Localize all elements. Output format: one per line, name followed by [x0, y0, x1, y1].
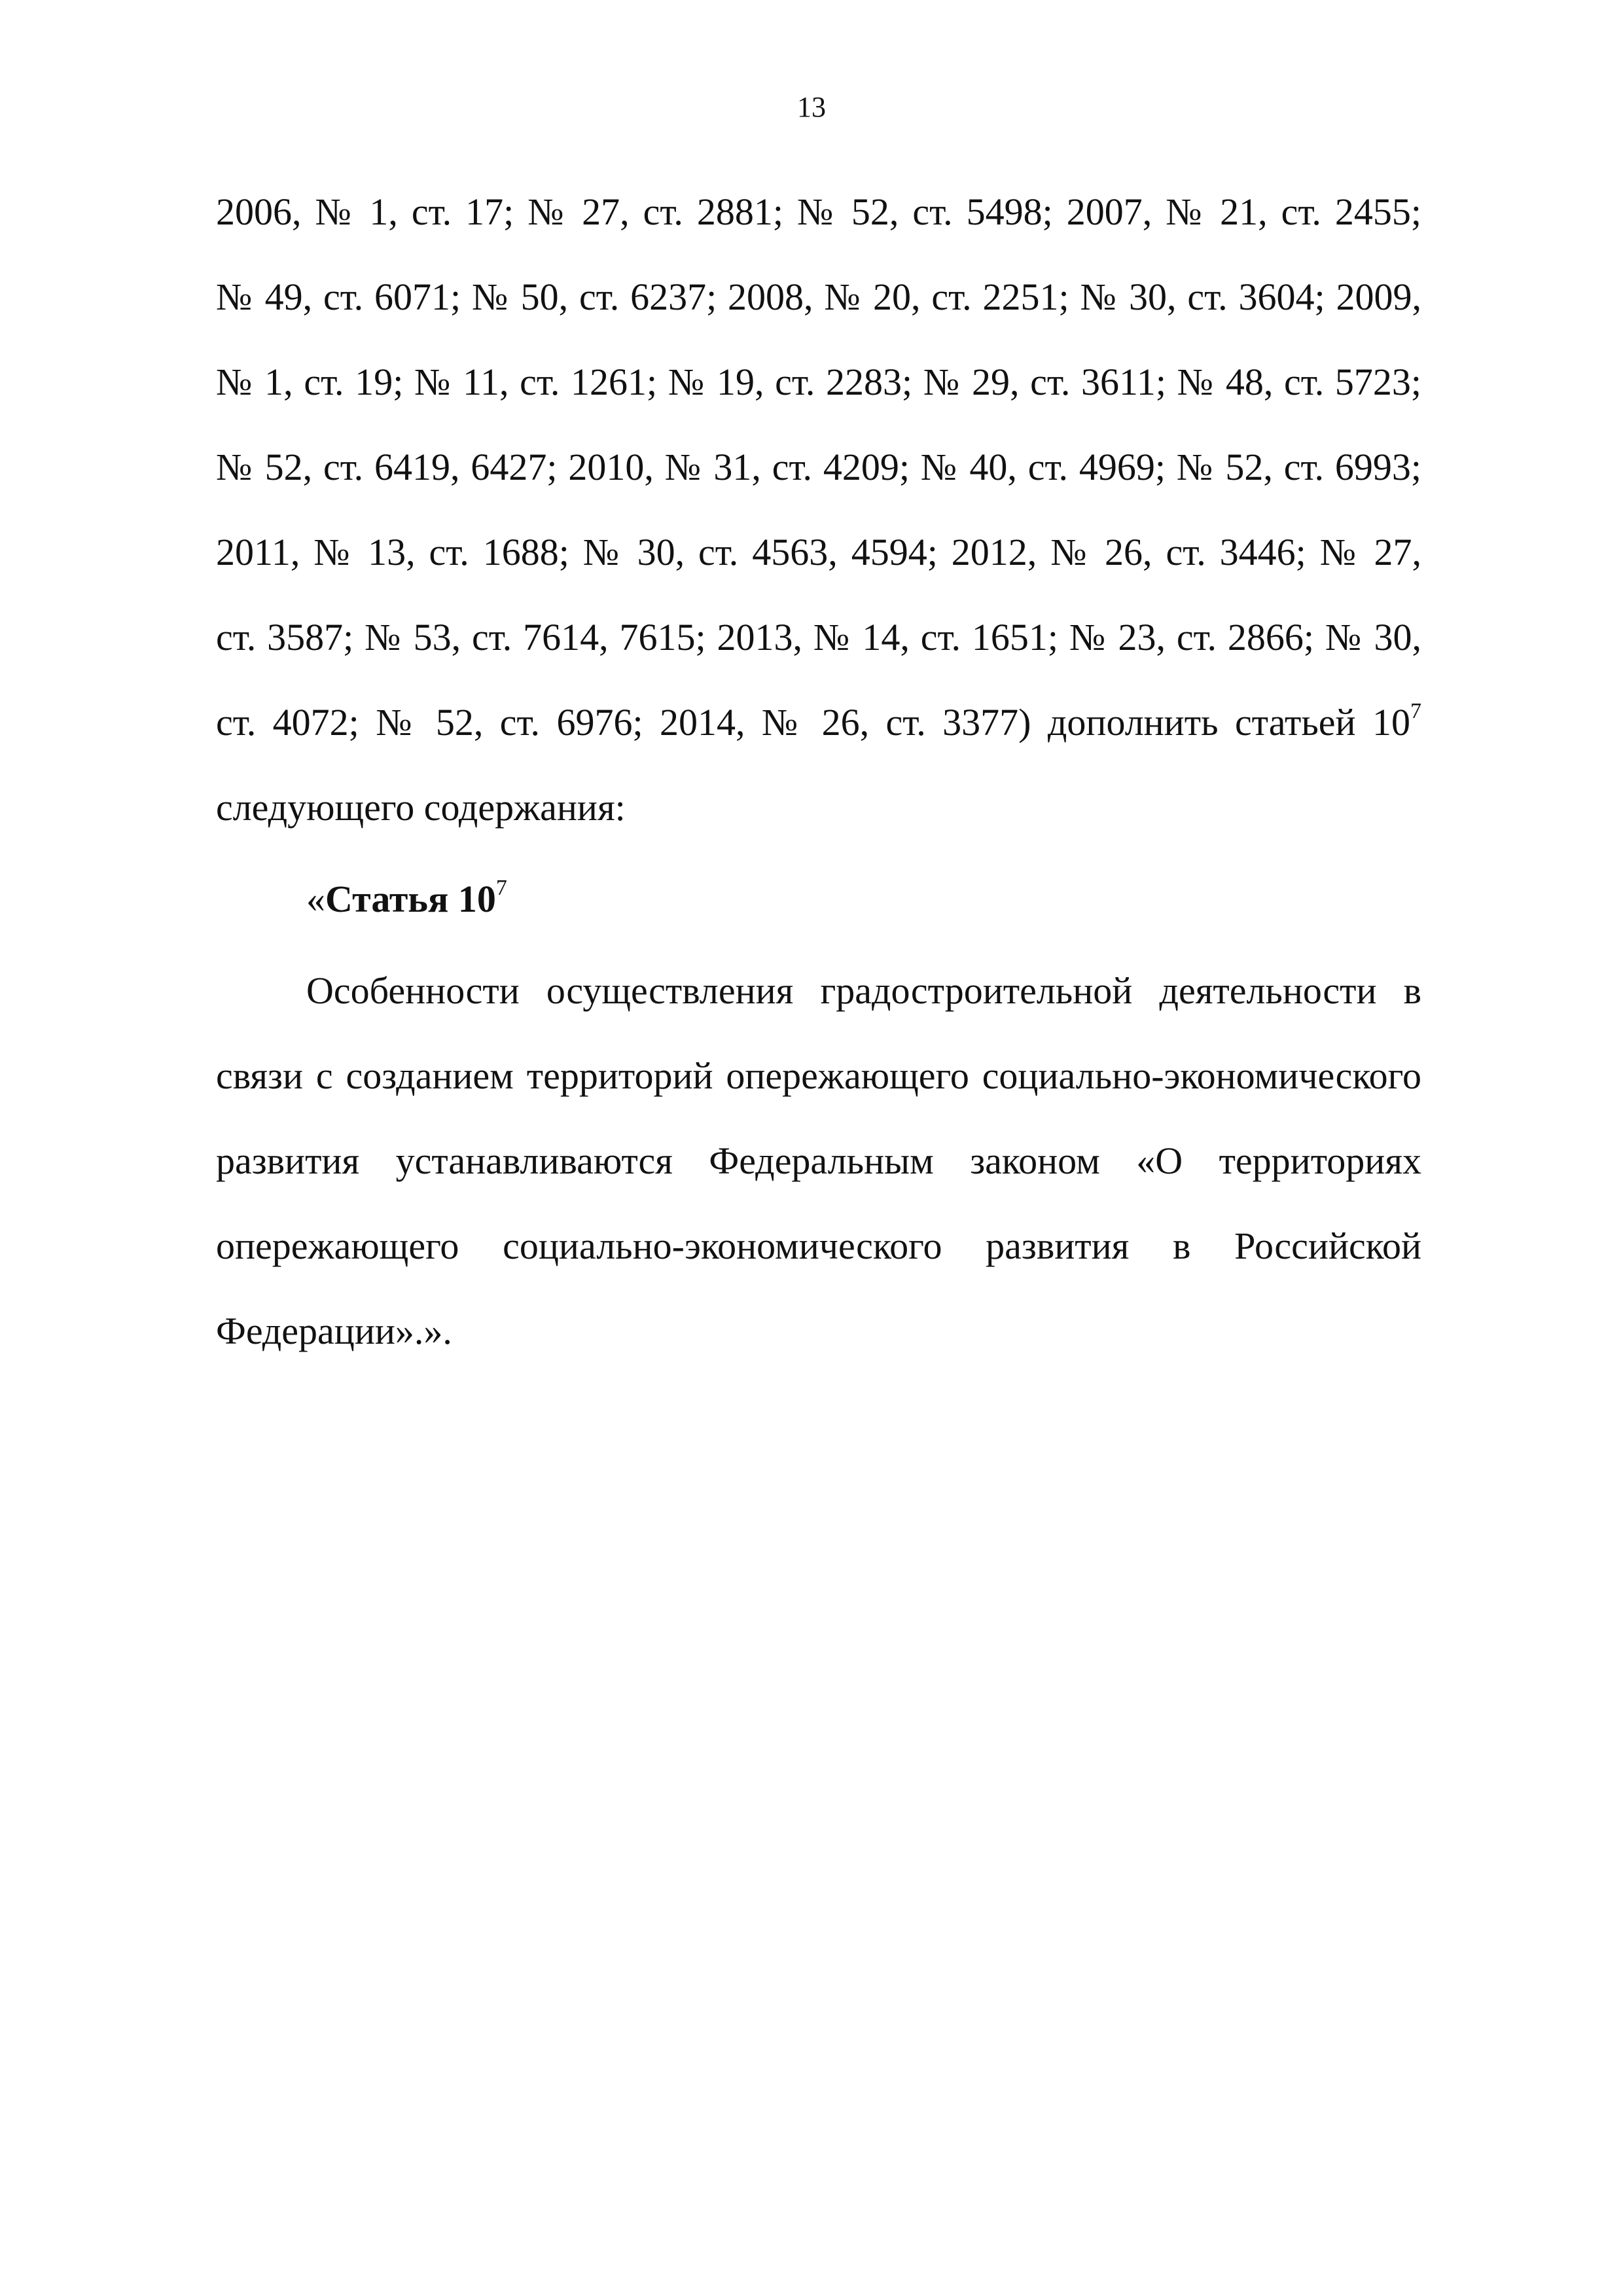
amendment-line [216, 696, 1421, 749]
article-heading [306, 873, 507, 925]
amendment-continuation: следующего содержания: [216, 786, 626, 829]
citation-line-6: ст. 3587; № 53, ст. 7614, 7615; 2013, № 14, ст. 1651; № 23, ст. 2866; № 30, [216, 616, 1421, 658]
amendment-superscript: 7 [1410, 699, 1421, 723]
article-title-superscript: 7 [495, 876, 507, 900]
article-body-line-3: развития устанавливаются Федеральным законом «О территориях [216, 1139, 1421, 1182]
article-body-line-2: связи с созданием территорий опережающего социально-экономического [216, 1054, 1421, 1097]
article-body-line-4: опережающего социально-экономического развития в Российской [216, 1225, 1421, 1267]
article-body-line-5: Федерации».». [216, 1310, 452, 1352]
article-body-line-1: Особенности осуществления градостроительной деятельности в [306, 969, 1421, 1012]
citation-line-4: № 52, ст. 6419, 6427; 2010, № 31, ст. 4209; № 40, ст. 4969; № 52, ст. 6993; [216, 446, 1421, 488]
article-title: Статья 10 [325, 878, 496, 920]
article-open-quote: « [306, 878, 325, 920]
citation-line-5: 2011, № 13, ст. 1688; № 30, ст. 4563, 4594; 2012, № 26, ст. 3446; № 27, [216, 531, 1421, 573]
citation-line-1: 2006, № 1, ст. 17; № 27, ст. 2881; № 52, ст. 5498; 2007, № 21, ст. 2455; [216, 190, 1421, 233]
amendment-text: ст. 4072; № 52, ст. 6976; 2014, № 26, ст. 3377) дополнить статьей 10 [216, 701, 1410, 744]
citation-line-3: № 1, ст. 19; № 11, ст. 1261; № 19, ст. 2283; № 29, ст. 3611; № 48, ст. 5723; [216, 361, 1421, 403]
citation-line-2: № 49, ст. 6071; № 50, ст. 6237; 2008, № 20, ст. 2251; № 30, ст. 3604; 2009, [216, 276, 1421, 318]
page-number: 13 [797, 91, 826, 123]
